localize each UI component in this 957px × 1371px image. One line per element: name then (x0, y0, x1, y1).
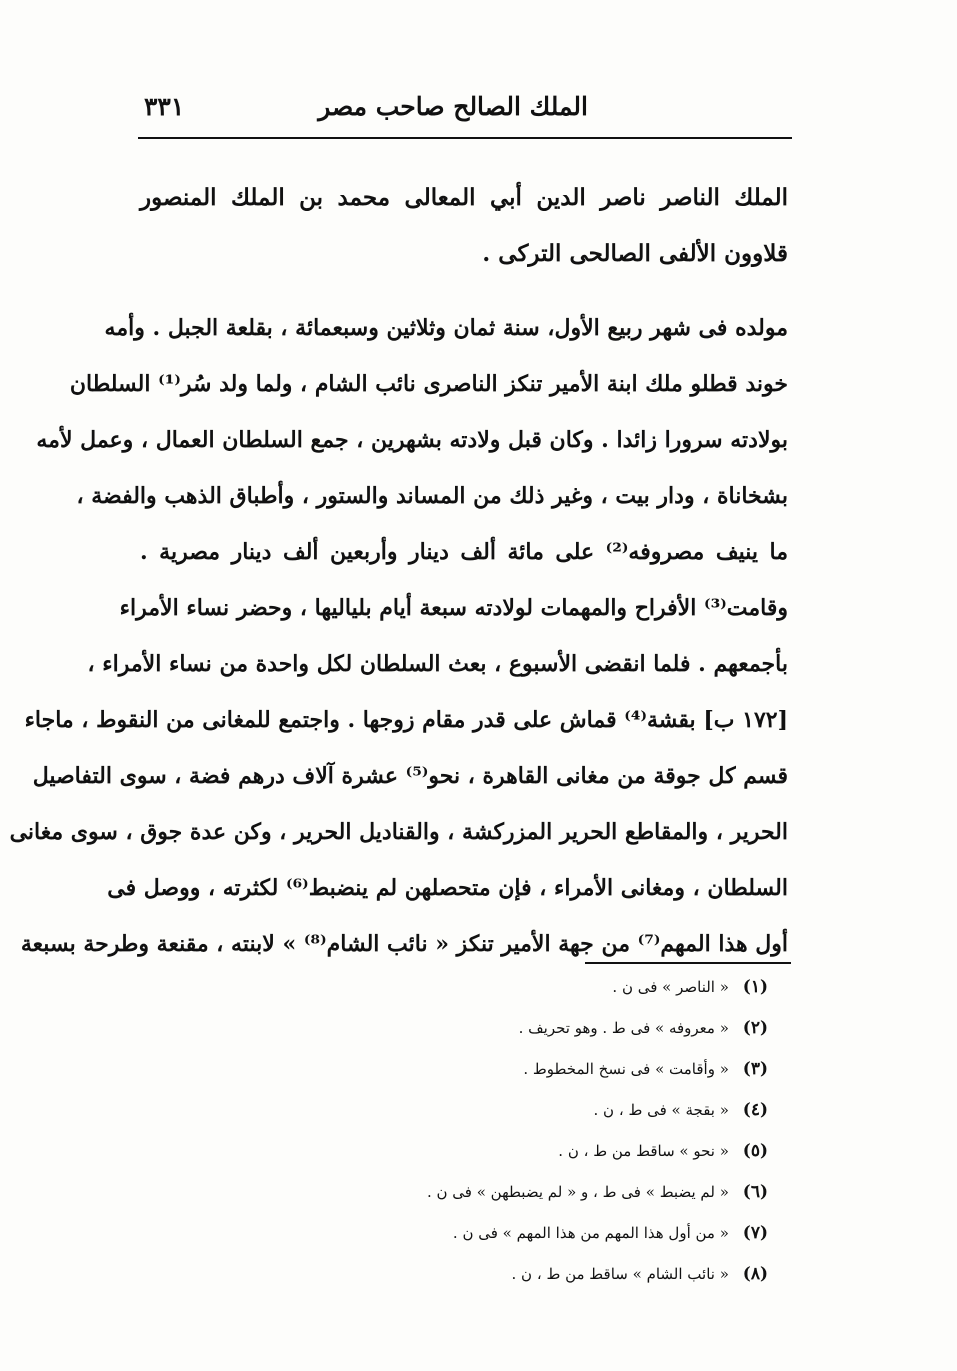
text-line: بشخاناة ، ودار بيت ، وغير ذلك من المساند والستور ، وأطباق الذهب والفضة ، (76, 483, 788, 509)
footnote-number: (٦) (742, 1182, 768, 1202)
text-line: خوند قطلو ملك ابنة الأمير تنكز الناصرى نائب الشام ، ولما ولد سُر⁽¹⁾ السلطان (69, 371, 788, 397)
footnote-item (140, 1089, 768, 1130)
footnote-item (140, 1048, 768, 1089)
running-header (140, 88, 788, 132)
text-line: قسم كل جوقة من مغانى القاهرة ، نحو⁽⁵⁾ عشرة آلاف درهم فضة ، سوى التفاصيل (32, 763, 788, 789)
footnote-number: (٥) (742, 1141, 768, 1161)
footnote-item (140, 966, 768, 1007)
page-number: ٣٣١ (144, 92, 185, 121)
header-rule (138, 137, 792, 139)
text-line: وقامت⁽³⁾ الأفراح والمهمات لولادته سبعة أيام بلياليها ، وحضر نساء الأمراء (119, 595, 788, 621)
footnote-text: « وأقامت » فى نسخ المخطوط . (523, 1060, 729, 1078)
text-line: أول هذا المهم⁽⁷⁾ من جهة الأمير تنكز « نائب الشام⁽⁸⁾ » لابنته ، مقنعة وطرحة بسبعة (20, 931, 788, 957)
footnote-text: « لم يضبط » فى ط ، و « لم يضبطهن » فى ن . (426, 1183, 729, 1201)
footnote-item (140, 1212, 768, 1253)
footnote-number: (٢) (742, 1018, 768, 1038)
footnote-text: « نائب الشام » ساقط من ط ، ن . (511, 1265, 729, 1283)
running-title: الملك الصالح صاحب مصر (318, 92, 588, 121)
footnote-text: « من أول هذا المهم من هذا المهم » فى ن . (452, 1224, 729, 1242)
text-line: ما ينيف مصروفه⁽²⁾ على مائة ألف دينار وأربعين ألف دينار مصرية . (140, 539, 788, 565)
footnote-number: (١) (742, 977, 768, 997)
footnote-item (140, 1171, 768, 1212)
main-paragraph (9, 300, 788, 972)
text-line: مولده فى شهر ربيع الأول، سنة ثمان وثلاثين وسبعمائة ، بقلعة الجبل . وأمه (104, 315, 788, 341)
footnote-number: (٧) (742, 1223, 768, 1243)
footnote-item (140, 1253, 768, 1294)
text-line: الحرير ، والمقاطع الحرير المزركشة ، والقناديل الحرير ، وكن عدة جوق ، سوى مغانى (9, 819, 788, 845)
footnote-text: « بقجة » فى ط ، ن . (593, 1101, 729, 1119)
footnote-text: « نحو » ساقط من ط ، ن . (558, 1142, 729, 1160)
text-line: [١٧٢ ب] بقشة⁽⁴⁾ قماش على قدر مقام زوجها . واجتمع للمغانى من النقوط ، ماجاء (24, 707, 788, 733)
text-line: بولادته سرورا زائدا . وكان قبل ولادته بشهرين ، جمع السلطان العمال ، وعمل لأمه (36, 427, 788, 453)
footnote-item (140, 1130, 768, 1171)
intro-paragraph: الملك الناصر ناصر الدين أبي المعالى محمد بن الملك المنصور قلاوون الألفى الصالحى التركى . (140, 184, 788, 267)
footnote-number: (٤) (742, 1100, 768, 1120)
footnote-text: « معروفه » فى ط . وهو تحريف . (518, 1019, 729, 1037)
footnote-rule (585, 962, 791, 964)
footnotes (140, 966, 768, 1294)
footnote-text: « الناصر » فى ن . (612, 978, 729, 996)
text-line: السلطان ، ومغانى الأمراء ، فإن متحصلهن لم ينضبط⁽⁶⁾ لكثرته ، ووصل فى (107, 875, 788, 901)
footnote-number: (٨) (742, 1264, 768, 1284)
text-line: بأجمعهم . فلما انقضى الأسبوع ، بعث السلطان لكل واحدة من نساء الأمراء ، (87, 651, 788, 677)
footnote-item (140, 1007, 768, 1048)
footnote-number: (٣) (742, 1059, 768, 1079)
